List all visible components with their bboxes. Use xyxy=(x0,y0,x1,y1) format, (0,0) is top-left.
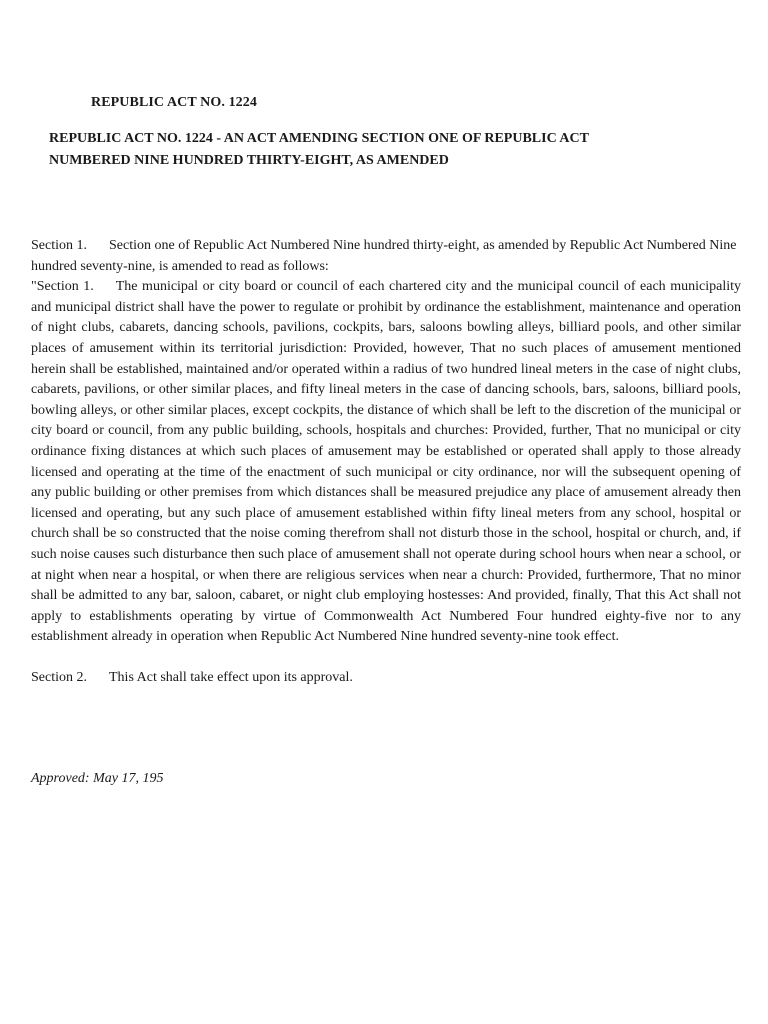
section-2-text: This Act shall take effect upon its approval. xyxy=(109,670,353,686)
quoted-section-text: The municipal or city board or council of each chartered city and the municipal council of each municipality and municipal district shall have the power to regulate or prohibit by ordinance the establishment, maintenance and operation of night clubs, cabarets, dancing schools, pavilions, cockpits, bars, saloons bowling alleys, billiard pools, and other similar places of amusement within its territorial jurisdiction: Provided, however, That no such places of amusement mentioned herein shall be established, maintained and/or operated within a radius of two hundred lineal meters in the case of night clubs, cabarets, pavilions, or other similar places, and fifty lineal meters in the case of dancing schools, bars, saloons, billiard pools, bowling alleys, or other similar places, except cockpits, the distance of which shall be left to the discretion of the municipal or city board or council, from any public building, schools, hospitals and churches: Provided, further, That no municipal or city ordinance fixing distances at which such places of amusement may be established or operated shall apply to those already licensed and operating at the time of the enactment of such municipal or city ordinance, nor will the subsequent opening of any public building or other premises from which distances shall be measured prejudice any place of amusement already then licensed and operating, but any such place of amusement established within fifty lineal meters from any school, hospital or church shall be so constructed that the noise coming therefrom shall not disturb those in the school, hospital or church, and, if such noise causes such disturbance then such place of amusement shall not operate during school hours when near a school, or at night when near a hospital, or when there are religious services when near a church: Provided, furthermore, That no minor shall be admitted to any bar, saloon, cabaret, or night club employing hostesses: And provided, finally, That this Act shall not apply to establishments operating by virtue of Commonwealth Act Numbered Four hundred eighty-five nor to any establishment already in operation when Republic Act Numbered Nine hundred seventy-nine took effect. xyxy=(31,279,741,645)
section-1-label: Section 1. xyxy=(31,238,87,253)
document-body xyxy=(31,236,741,689)
section-1-text: Section one of Republic Act Numbered Nine hundred thirty-eight, as amended by Republic Act Numbered Nine hundred seventy-nine, is amended to read as follows: xyxy=(31,238,737,274)
approval-date: Approved: May 17, 195 xyxy=(31,771,164,786)
main-title-line-2: NUMBERED NINE HUNDRED THIRTY-EIGHT, AS AMENDED xyxy=(49,153,449,168)
document-main-title xyxy=(49,128,689,172)
main-title-line-1: REPUBLIC ACT NO. 1224 - AN ACT AMENDING SECTION ONE OF REPUBLIC ACT xyxy=(49,131,589,146)
section-2-paragraph xyxy=(31,668,741,689)
section-2-label: Section 2. xyxy=(31,670,87,686)
quoted-section-label: "Section 1. xyxy=(31,279,94,295)
quoted-section-paragraph xyxy=(31,277,741,648)
section-1-paragraph xyxy=(31,236,741,277)
document-header-title: REPUBLIC ACT NO. 1224 xyxy=(91,95,257,110)
